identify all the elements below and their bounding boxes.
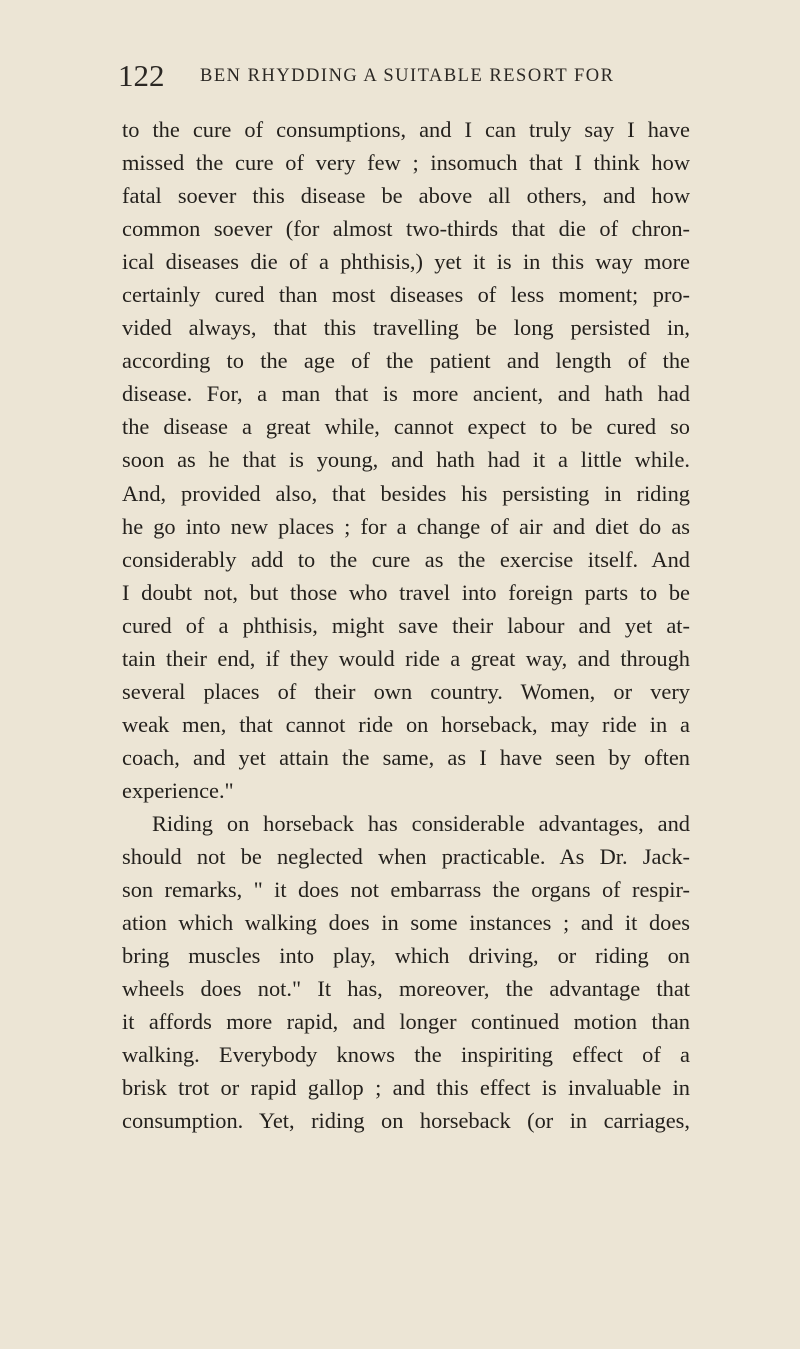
- text-line: Riding on horseback has considerable advantages, and: [152, 810, 690, 836]
- text-line: it affords more rapid, and longer continued motion than: [122, 1009, 690, 1035]
- text-line: walking. Everybody knows the inspiriting effect of a: [122, 1042, 690, 1068]
- text-line: tain their end, if they would ride a great way, and through: [122, 645, 690, 671]
- text-line: ation which walking does in some instances ; and it does: [122, 910, 690, 936]
- text-line: consumption. Yet, riding on horseback (or in carriages,: [122, 1108, 690, 1134]
- text-line: fatal soever this disease be above all others, and how: [122, 183, 690, 209]
- text-line: And, provided also, that besides his persisting in riding: [122, 480, 690, 506]
- page-number: 122: [118, 58, 165, 93]
- text-line: ical diseases die of a phthisis,) yet it is in this way more: [122, 249, 690, 275]
- text-line: the disease a great while, cannot expect to be cured so: [122, 414, 690, 440]
- text-line: certainly cured than most diseases of less moment; pro-: [122, 282, 690, 308]
- text-line: experience.": [122, 777, 234, 803]
- text-line: weak men, that cannot ride on horseback, may ride in a: [122, 711, 690, 737]
- text-line: considerably add to the cure as the exercise itself. And: [122, 546, 690, 572]
- text-line: common soever (for almost two-thirds that die of chron-: [122, 216, 690, 242]
- running-head: [118, 58, 688, 98]
- text-line: missed the cure of very few ; insomuch that I think how: [122, 150, 690, 176]
- text-line: disease. For, a man that is more ancient, and hath had: [122, 381, 690, 407]
- text-line: vided always, that this travelling be long persisted in,: [122, 315, 690, 341]
- text-line: wheels does not." It has, moreover, the advantage that: [122, 976, 690, 1002]
- running-head-title: BEN RHYDDING A SUITABLE RESORT FOR: [200, 66, 615, 86]
- text-line: brisk trot or rapid gallop ; and this effect is invaluable in: [122, 1075, 690, 1101]
- text-line: bring muscles into play, which driving, or riding on: [122, 943, 690, 969]
- text-line: son remarks, " it does not embarrass the organs of respir-: [122, 877, 690, 903]
- text-line: he go into new places ; for a change of air and diet do as: [122, 513, 690, 539]
- text-line: cured of a phthisis, might save their labour and yet at-: [122, 612, 690, 638]
- text-line: several places of their own country. Women, or very: [122, 678, 690, 704]
- body-text: [122, 113, 690, 1137]
- text-line: coach, and yet attain the same, as I have seen by often: [122, 744, 690, 770]
- text-line: soon as he that is young, and hath had it a little while.: [122, 447, 690, 473]
- text-line: should not be neglected when practicable. As Dr. Jack-: [122, 844, 690, 870]
- text-line: to the cure of consumptions, and I can truly say I have: [122, 117, 690, 142]
- text-line: according to the age of the patient and length of the: [122, 348, 690, 374]
- text-line: I doubt not, but those who travel into foreign parts to be: [122, 579, 690, 605]
